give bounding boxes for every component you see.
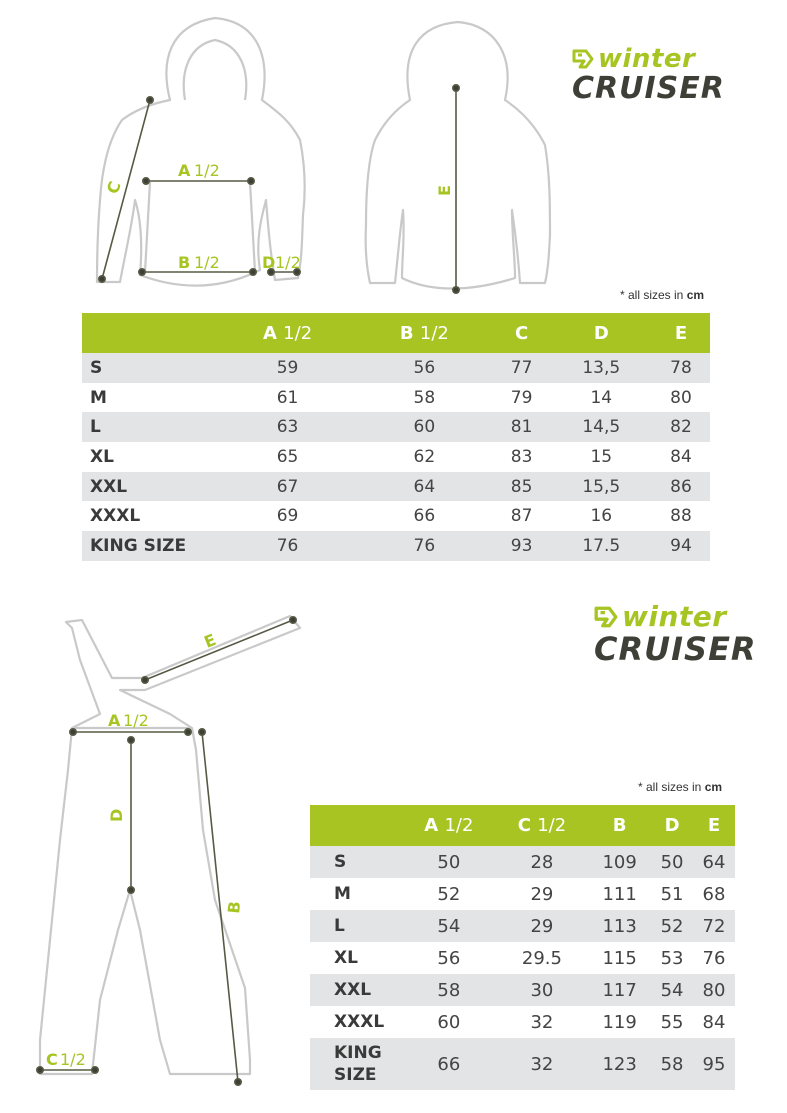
table-cell: 32 (496, 1038, 588, 1090)
table-cell: 64 (356, 472, 493, 502)
table-cell: 32 (496, 1006, 588, 1038)
size-label: M (82, 383, 219, 413)
table-cell: 54 (402, 910, 496, 942)
table-cell: 50 (651, 846, 693, 878)
trousers-label-b: B (224, 900, 245, 915)
jacket-label-c: C (102, 178, 125, 197)
table-cell: 14,5 (551, 412, 652, 442)
header-cell (82, 313, 219, 353)
size-label: XL (310, 942, 402, 974)
trousers-label-a: A (108, 711, 121, 730)
table-cell: 79 (493, 383, 551, 413)
trousers-note-unit: cm (704, 780, 723, 794)
table-row (310, 910, 735, 942)
header-cell: E (652, 313, 710, 353)
brand-logo-bottom (594, 600, 757, 668)
table-cell: 80 (652, 383, 710, 413)
table-cell: 29 (496, 910, 588, 942)
table-cell: 88 (652, 501, 710, 531)
logo-winter-text: winter (622, 600, 727, 633)
table-cell: 58 (356, 383, 493, 413)
header-cell: E (693, 805, 735, 846)
table-cell: 84 (652, 442, 710, 472)
jacket-note-unit: cm (686, 288, 705, 302)
header-cell: D (551, 313, 652, 353)
logo-arrow-icon (572, 49, 594, 69)
table-header-row (82, 313, 710, 353)
table-cell: 50 (402, 846, 496, 878)
table-cell: 84 (693, 1006, 735, 1038)
size-label: XXXL (310, 1006, 402, 1038)
table-row (82, 501, 710, 531)
table-cell: 93 (493, 531, 551, 561)
table-cell: 56 (356, 353, 493, 383)
size-label: M (310, 878, 402, 910)
table-row (310, 1038, 735, 1090)
table-cell: 60 (402, 1006, 496, 1038)
table-cell: 15 (551, 442, 652, 472)
size-label: S (82, 353, 219, 383)
table-cell: 117 (588, 974, 651, 1006)
table-cell: 56 (402, 942, 496, 974)
table-cell: 67 (219, 472, 356, 502)
table-row (310, 846, 735, 878)
trousers-units-note (638, 780, 722, 794)
header-cell: D (651, 805, 693, 846)
size-label: XXXL (82, 501, 219, 531)
table-cell: 63 (219, 412, 356, 442)
table-cell: 83 (493, 442, 551, 472)
trousers-diagram (0, 600, 310, 1113)
table-row (82, 353, 710, 383)
logo-winter-text: winter (598, 44, 696, 74)
table-cell: 64 (693, 846, 735, 878)
table-cell: 17.5 (551, 531, 652, 561)
brand-logo-top (572, 44, 725, 104)
table-cell: 58 (651, 1038, 693, 1090)
table-row (82, 472, 710, 502)
table-cell: 80 (693, 974, 735, 1006)
table-cell: 68 (693, 878, 735, 910)
table-header-row (310, 805, 735, 846)
jacket-label-b: B (178, 253, 191, 272)
header-cell (310, 805, 402, 846)
table-cell: 76 (356, 531, 493, 561)
table-row (82, 383, 710, 413)
table-cell: 66 (356, 501, 493, 531)
logo-cruiser-text: CRUISER (594, 630, 757, 668)
table-cell: 94 (652, 531, 710, 561)
table-cell: 61 (219, 383, 356, 413)
table-cell: 15,5 (551, 472, 652, 502)
table-cell: 13,5 (551, 353, 652, 383)
table-row (310, 878, 735, 910)
trousers-label-c-frac: 1/2 (60, 1050, 86, 1069)
table-cell: 76 (693, 942, 735, 974)
trousers-size-table (310, 805, 735, 1090)
table-cell: 51 (651, 878, 693, 910)
table-cell: 111 (588, 878, 651, 910)
jacket-label-d: D (262, 253, 276, 272)
table-cell: 16 (551, 501, 652, 531)
jacket-note-prefix: * all sizes in (620, 288, 687, 302)
table-cell: 60 (356, 412, 493, 442)
header-cell: B 1/2 (356, 313, 493, 353)
table-cell: 53 (651, 942, 693, 974)
table-row (310, 1006, 735, 1038)
table-cell: 87 (493, 501, 551, 531)
size-label: S (310, 846, 402, 878)
table-cell: 55 (651, 1006, 693, 1038)
header-cell: A 1/2 (219, 313, 356, 353)
table-row (82, 412, 710, 442)
table-cell: 95 (693, 1038, 735, 1090)
table-cell: 72 (693, 910, 735, 942)
jacket-label-e: E (435, 185, 454, 196)
table-cell: 30 (496, 974, 588, 1006)
jacket-label-b-frac: 1/2 (194, 253, 220, 272)
table-row (82, 531, 710, 561)
table-cell: 52 (402, 878, 496, 910)
logo-arrow-icon (594, 606, 618, 628)
trousers-label-a-frac: 1/2 (123, 711, 149, 730)
table-cell: 58 (402, 974, 496, 1006)
trousers-note-prefix: * all sizes in (638, 780, 705, 794)
table-cell: 81 (493, 412, 551, 442)
table-cell: 59 (219, 353, 356, 383)
table-cell: 113 (588, 910, 651, 942)
jacket-label-a: A (178, 161, 191, 180)
table-row (310, 942, 735, 974)
table-cell: 14 (551, 383, 652, 413)
table-cell: 69 (219, 501, 356, 531)
trousers-label-e: E (201, 629, 219, 652)
table-cell: 28 (496, 846, 588, 878)
table-cell: 123 (588, 1038, 651, 1090)
table-row (310, 974, 735, 1006)
table-cell: 86 (652, 472, 710, 502)
size-label: KING SIZE (310, 1038, 402, 1090)
header-cell: B (588, 805, 651, 846)
table-cell: 77 (493, 353, 551, 383)
header-cell: C (493, 313, 551, 353)
table-cell: 29.5 (496, 942, 588, 974)
size-label: XXL (82, 472, 219, 502)
table-cell: 76 (219, 531, 356, 561)
jacket-size-table (82, 313, 710, 561)
size-label: L (82, 412, 219, 442)
jacket-label-d-frac: 1/2 (275, 253, 301, 272)
table-cell: 52 (651, 910, 693, 942)
size-label: XL (82, 442, 219, 472)
jacket-units-note (620, 288, 704, 302)
size-label: L (310, 910, 402, 942)
header-cell: C 1/2 (496, 805, 588, 846)
table-cell: 66 (402, 1038, 496, 1090)
table-cell: 82 (652, 412, 710, 442)
trousers-label-d: D (107, 808, 126, 822)
table-cell: 62 (356, 442, 493, 472)
table-cell: 109 (588, 846, 651, 878)
table-cell: 54 (651, 974, 693, 1006)
logo-cruiser-text: CRUISER (572, 71, 725, 106)
table-cell: 78 (652, 353, 710, 383)
jacket-label-a-frac: 1/2 (194, 161, 220, 180)
table-cell: 65 (219, 442, 356, 472)
header-cell: A 1/2 (402, 805, 496, 846)
table-cell: 115 (588, 942, 651, 974)
table-cell: 119 (588, 1006, 651, 1038)
table-cell: 29 (496, 878, 588, 910)
size-label: KING SIZE (82, 531, 219, 561)
table-row (82, 442, 710, 472)
table-cell: 85 (493, 472, 551, 502)
trousers-label-c: C (46, 1050, 58, 1069)
size-label: XXL (310, 974, 402, 1006)
